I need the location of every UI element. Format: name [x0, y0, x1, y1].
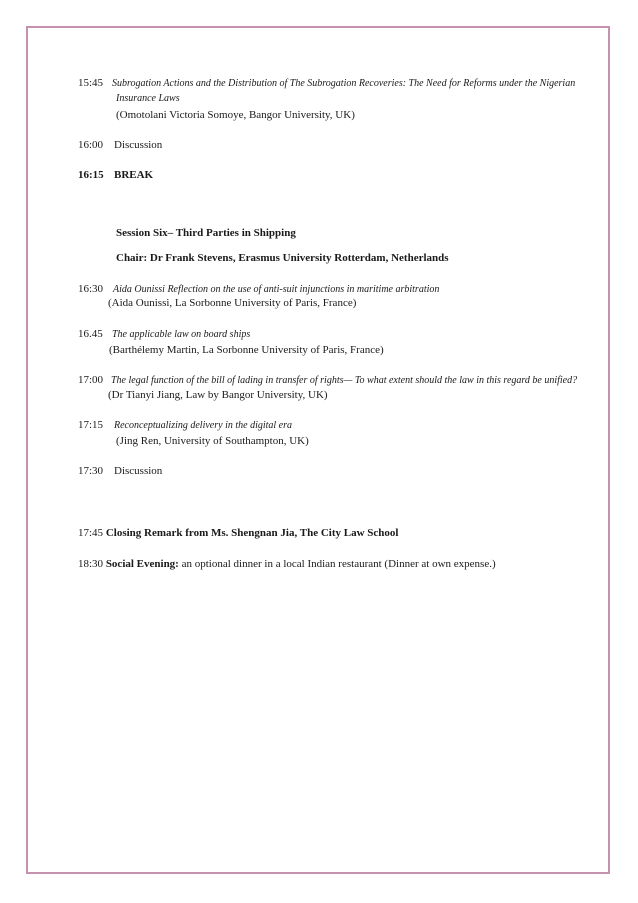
item-time: 17:30 [78, 465, 104, 477]
talk-title: Aida Ounissi Reflection on the use of anti-suit injunctions in maritime arbitration [113, 284, 440, 295]
break-label: BREAK [114, 169, 154, 181]
item-time: 16.45 [78, 328, 103, 340]
talk-speaker: (Omotolani Victoria Somoye, Bangor University, UK) [116, 109, 355, 121]
talk-speaker: (Dr Tianyi Jiang, Law by Bangor University, UK) [108, 389, 328, 401]
item-time: 17:15 [78, 419, 104, 431]
discussion-label: Discussion [114, 465, 163, 477]
social-label: Social Evening: [105, 558, 179, 570]
social-text: an optional dinner in a local Indian restaurant (Dinner at own expense.) [181, 558, 496, 570]
closing-remark [78, 526, 398, 540]
talk-title-cont: Insurance Laws [116, 93, 180, 104]
session-title: Session Six– Third Parties in Shipping [116, 227, 296, 239]
item-time: 16:00 [78, 139, 104, 151]
closing-label: Closing Remark from Ms. Shengnan Jia, The City Law School [105, 527, 399, 539]
social-evening [78, 557, 496, 571]
talk-speaker: (Barthélemy Martin, La Sorbonne University of Paris, France) [109, 344, 384, 356]
item-time: 16:15 [78, 169, 104, 181]
item-time: 17:45 [78, 527, 104, 539]
talk-title: Reconceptualizing delivery in the digital era [114, 420, 293, 431]
talk-title: The legal function of the bill of lading in transfer of rights— To what extent should the law in this regard be unified? [111, 375, 578, 386]
item-time: 17:00 [78, 374, 104, 386]
talk-speaker: (Jing Ren, University of Southampton, UK) [116, 435, 309, 447]
item-time: 18:30 [78, 558, 104, 570]
item-time: 15:45 [78, 77, 104, 89]
talk-speaker: (Aida Ounissi, La Sorbonne University of Paris, France) [108, 297, 357, 309]
session-chair: Chair: Dr Frank Stevens, Erasmus University Rotterdam, Netherlands [116, 252, 449, 264]
talk-title: The applicable law on board ships [112, 329, 251, 340]
talk-title: Subrogation Actions and the Distribution of The Subrogation Recoveries: The Need for Reforms under the Nigerian [112, 78, 576, 89]
page-border [26, 26, 610, 874]
discussion-label: Discussion [114, 139, 163, 151]
item-time: 16:30 [78, 283, 104, 295]
